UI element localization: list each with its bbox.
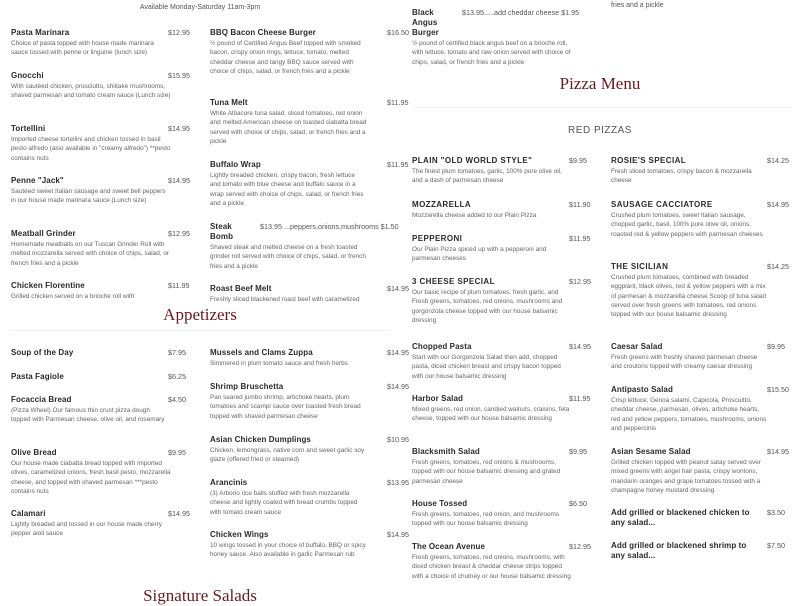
item-name: Chopped Pasta (412, 342, 472, 351)
item-name: Shrimp Bruschetta (210, 382, 284, 391)
menu-item (412, 156, 587, 186)
item-price: $11.90 (569, 200, 591, 209)
item-name: Meatball Grinder (11, 229, 76, 238)
menu-item (210, 530, 409, 560)
menu-item (412, 499, 587, 529)
item-price: $15.50 (767, 385, 789, 394)
appetizers-heading: Appetizers (163, 305, 237, 324)
menu-item (412, 447, 587, 486)
item-price: $12.95 (569, 277, 591, 286)
menu-item (611, 342, 785, 372)
item-name: Asian Chicken Dumplings (210, 435, 311, 444)
item-name: 3 CHEESE SPECIAL (412, 277, 495, 286)
item-price: $6.25 (168, 372, 186, 381)
item-price: $12.95 (168, 229, 190, 238)
item-price: $14.95 (387, 530, 409, 539)
item-description: The finest plum tomatoes, garlic, 100% pure olive oil, and a dash of parmesan cheese (412, 168, 562, 185)
item-description: Fresh greens with freshly shaved parmesan cheese and croutons topped with creamy caesar dressing (611, 354, 758, 371)
menu-item (611, 156, 789, 186)
pizza-menu-heading: Pizza Menu (559, 74, 641, 93)
item-description: Mozzarella cheese added to our Plain Pizza (412, 212, 537, 219)
item-description: With sautéed chicken, prosciutto, shiitake mushrooms, shaved parmesan and tomato cream sauce (Lunch size) (11, 83, 171, 100)
item-price: $4.50 (168, 395, 186, 404)
item-description: Lightly breaded chicken, crispy bacon, fresh lettuce and tomato with blue cheese and buffalo sauce in a wrap served with choice of chips, salad, or french fries and a pickle (210, 172, 364, 207)
item-price: $14.95 (767, 200, 789, 209)
item-price: $14.25 (767, 156, 789, 165)
item-description: ½ pound of certified black angus beef on a brioche roll, with lettuce, tomato and raw onion served with choice of chips, salad, or french fries and a pickle (412, 40, 571, 66)
item-price: $9.95 (569, 447, 587, 456)
partial-text: fries and a pickle (611, 2, 664, 9)
item-price: $11.95 (168, 281, 190, 290)
menu-item (11, 71, 190, 101)
signature-salads-heading: Signature Salads (143, 586, 257, 605)
item-price: $14.95 (168, 124, 190, 133)
item-name: Olive Bread (11, 448, 57, 457)
item-name: Chicken Wings (210, 530, 269, 539)
item-name: Chicken Florentine (11, 281, 85, 290)
item-name: Add grilled or blackened chicken to any salad... (611, 508, 750, 527)
menu-item (412, 200, 591, 220)
menu-item (412, 394, 591, 424)
item-name: House Tossed (412, 499, 468, 508)
menu-item (210, 28, 409, 76)
item-price: $14.95 (387, 284, 409, 293)
item-price: $12.95 (569, 542, 591, 551)
item-description: Grilled chicken topped with peanut satay served over mixed greens with angel hair pasta, crispy wontons, mandarin oranges and grape tomatoes tossed with a champagne honey mustard dressing (611, 459, 761, 494)
menu-item (611, 508, 785, 528)
item-price: $11.95 (387, 160, 409, 169)
menu-item (611, 541, 785, 561)
item-price: $14.25 (767, 262, 789, 271)
item-description: Mixed greens, red onion, candied walnuts, craisins, feta cheese, topped with our house balsamic dressing (412, 406, 570, 423)
menu-item (11, 281, 190, 301)
item-name: MOZZARELLA (412, 200, 472, 209)
menu-item (11, 509, 190, 539)
item-description: Fresh greens, tomatoes, red onions & mushrooms, topped with our house balsamic dressing and grated parmesan cheese (412, 459, 561, 485)
item-description: Crushed plum tomatoes, sweet Italian sausage, chopped garlic, basil, 100% pure olive oil, onions, roasted red & yellow peppers with parmesan cheeses (611, 212, 763, 238)
item-price: $14.95 (168, 509, 190, 518)
red-pizzas-heading: RED PIZZAS (568, 125, 632, 136)
item-price: $15.95 (168, 71, 190, 80)
item-name: Caesar Salad (611, 342, 663, 351)
menu-item (210, 160, 409, 208)
menu-item (611, 385, 789, 433)
item-price: $14.95 (387, 382, 409, 391)
item-price: $10.95 (387, 435, 409, 444)
item-price: $3.50 (767, 508, 785, 517)
menu-item (611, 262, 789, 319)
item-description: ½ pound of Certified Angus Beef topped with smoked bacon, crispy onion rings, lettuce, tomato, melted cheddar cheese and tangy BBQ sauce served with choice of chips, salad, or french fries and a pickle (210, 40, 361, 75)
item-price: $11.95 (569, 234, 591, 243)
item-name: Buffalo Wrap (210, 160, 261, 169)
item-description: Sautéed sweet Italian sausage and sweet bell peppers in our house made marinara sauce (Lunch size) (11, 188, 166, 205)
menu-item (412, 342, 591, 381)
item-name: Asian Sesame Salad (611, 447, 691, 456)
item-name: Blacksmith Salad (412, 447, 480, 456)
item-price: $14.95 (767, 447, 789, 456)
item-price: $14.95 (569, 342, 591, 351)
menu-item (11, 395, 186, 425)
item-price: $7.95 (168, 348, 186, 357)
item-description: Our basic recipe of plum tomatoes, fresh garlic, and Fresh greens, tomatoes, red onions, mushrooms and gorgonzola cheese topped with our house balsamic dressing (412, 289, 563, 324)
item-price: $16.50 (387, 28, 409, 37)
item-description: (3) Arborio rice balls stuffed with fresh mozzarella cheese and lightly coated with bread crumbs topped with tomato cream sauce (210, 490, 358, 516)
menu-item (11, 124, 190, 163)
divider (412, 107, 792, 108)
item-price: $12.95 (168, 28, 190, 37)
menu-item (11, 229, 190, 268)
item-description: Choice of pasta topped with house made marinara sauce tossed with penne or linguine (lunch size) (11, 40, 154, 57)
item-name: The Ocean Avenue (412, 542, 486, 551)
item-description: Imported cheese tortellini and chicken tossed in basil pesto alfredo (also available in "creamy alfredo") **pesto contains nuts (11, 136, 171, 162)
item-description: Fresh greens, tomatoes, red onion, and mushrooms topped with our house balsamic dressing (412, 511, 560, 528)
item-name: Roast Beef Melt (210, 284, 272, 293)
item-description: Pan seared jumbo shrimp, artichoke hearts, plum tomatoes and scampi sauce over toasted fresh bread topped with shaved parmesan cheese (210, 394, 361, 420)
item-description: Fresh sliced tomatoes, crispy bacon & mozzarella cheese (611, 168, 752, 185)
item-name: Harbor Salad (412, 394, 463, 403)
menu-item (11, 448, 186, 496)
availability-note: Available Monday-Saturday 11am-3pm (139, 4, 261, 11)
item-name: Soup of the Day (11, 348, 74, 357)
menu-item (412, 234, 591, 264)
item-description: (Pizza Wheel) Our famous thin crust pizza dough topped with Parmesan cheese, olive oil, and rosemary (11, 407, 165, 424)
menu-item (210, 284, 409, 304)
menu-item (611, 447, 789, 495)
menu-item (210, 222, 399, 271)
divider (10, 330, 390, 331)
item-price: $6.50 (569, 499, 587, 508)
item-name: Tortellini (11, 124, 46, 133)
menu-item (210, 98, 409, 146)
item-description: Crisp lettuce, Genoa salami, Capicola, Proscuitto, cheddar cheese, parmesan, olives, artichoke hearts, red and yellow peppers, tomatoes, mushrooms, onions and peppercinis (611, 397, 767, 432)
item-name: Penne "Jack" (11, 176, 64, 185)
item-price: $9.95 (767, 342, 785, 351)
item-name: Mussels and Clams Zuppa (210, 348, 313, 357)
item-price: $9.95 (168, 448, 186, 457)
item-name: THE SICILIAN (611, 262, 669, 271)
item-description: Chicken, lemongrass, native corn and sweet garlic soy glaze (offered fried or steamed) (210, 447, 365, 464)
menu-item (210, 435, 409, 465)
item-price: $11.95 (569, 394, 591, 403)
menu-item (210, 382, 409, 421)
menu-item (11, 176, 190, 206)
item-name: BBQ Bacon Cheese Burger (210, 28, 316, 37)
item-name: PEPPERONI (412, 234, 463, 243)
item-description: Fresh greens, tomatoes, red onions, mushrooms, with diced chicken breast & cheddar cheese strips topped with a choice of chutney or our house balsamic dressing (412, 554, 571, 580)
item-name: Antipasto Salad (611, 385, 673, 394)
item-description: 10 wings tossed in your choice of buffalo, BBQ or spicy honey sauce. Also available in garlic Parmesan rub (210, 542, 366, 559)
item-price: $13.95 (387, 478, 409, 487)
item-name: Steak Bomb (210, 222, 234, 241)
item-description: Grilled chicken served on a brioche roll with (11, 293, 135, 300)
item-name: Arancinis (210, 478, 248, 487)
menu-item (412, 542, 591, 581)
menu-item (210, 348, 409, 368)
item-price: $11.95 (387, 98, 409, 107)
menu-item (11, 348, 186, 358)
item-name: Focaccia Bread (11, 395, 72, 404)
item-price: $7.50 (767, 541, 785, 550)
item-description: Simmered in plum tomato sauce and fresh herbs (210, 360, 348, 367)
menu-item (210, 478, 409, 517)
menu-item (11, 28, 190, 58)
item-name: Calamari (11, 509, 46, 518)
item-price: $9.95 (569, 156, 587, 165)
item-description: Our Plain Pizza spiced up with a pepperoni and parmesan cheeses (412, 246, 547, 263)
item-description: Crushed plum tomatoes, combined with breaded eggplant, black olives, red & yellow peppers with a mix of parmesan & mozzarella cheese Scoop of tuna salad served over fresh greens with tomatoes, red onions topped with our house balsamic dressing (611, 274, 766, 319)
menu-item (11, 372, 186, 382)
item-price: $13.95 ...peppers,onions,mushrooms $1.50 (260, 222, 399, 231)
item-price: $13.95.....add cheddar cheese $1.95 (462, 8, 580, 17)
item-name: Black Angus Burger (412, 8, 439, 37)
menu-item (412, 8, 580, 67)
item-name: Pasta Marinara (11, 28, 70, 37)
item-name: SAUSAGE CACCIATORE (611, 200, 713, 209)
item-name: Pasta Fagiole (11, 372, 64, 381)
item-name: Add grilled or blackened shrimp to any salad... (611, 541, 747, 560)
menu-item (611, 200, 789, 239)
item-price: $14.95 (168, 176, 190, 185)
item-description: White Albacore tuna salad, sliced tomatoes, red onion and melted American cheese on toasted ciabatta bread served with choice of chips, salad, or french fries and a pickle (210, 110, 367, 145)
item-description: Homemade meatballs on our Tuscan Grinder Roll with melted mozzarella served with choice of chips, salad, or french fries and a pickle (11, 241, 170, 267)
item-description: Start with our Gorgonzola Salad then add, chopped pasta, diced chicken breast and crispy bacon topped with our house balsamic dressing (412, 354, 561, 380)
item-name: ROSIE'S SPECIAL (611, 156, 687, 165)
item-price: $14.95 (387, 348, 409, 357)
item-name: Gnocchi (11, 71, 44, 80)
item-name: Tuna Melt (210, 98, 248, 107)
item-description: Lightly breaded and tossed in our house made cherry pepper aioli sauce (11, 521, 162, 538)
item-description: Freshly sliced blackened roast beef with caramelized (210, 296, 360, 303)
item-description: Our house made ciabatta bread topped with imported olives, caramelized onions, fresh basil pesto, mozzarella cheese, and topped with shaved parmesan ***pesto contains nuts (11, 460, 171, 495)
item-name: PLAIN "OLD WORLD STYLE" (412, 156, 533, 165)
menu-item (412, 277, 591, 325)
item-description: Shaved steak and melted cheese on a fresh toasted grinder roll served with choice of chips, salad, or french fries and a pickle (210, 244, 366, 270)
